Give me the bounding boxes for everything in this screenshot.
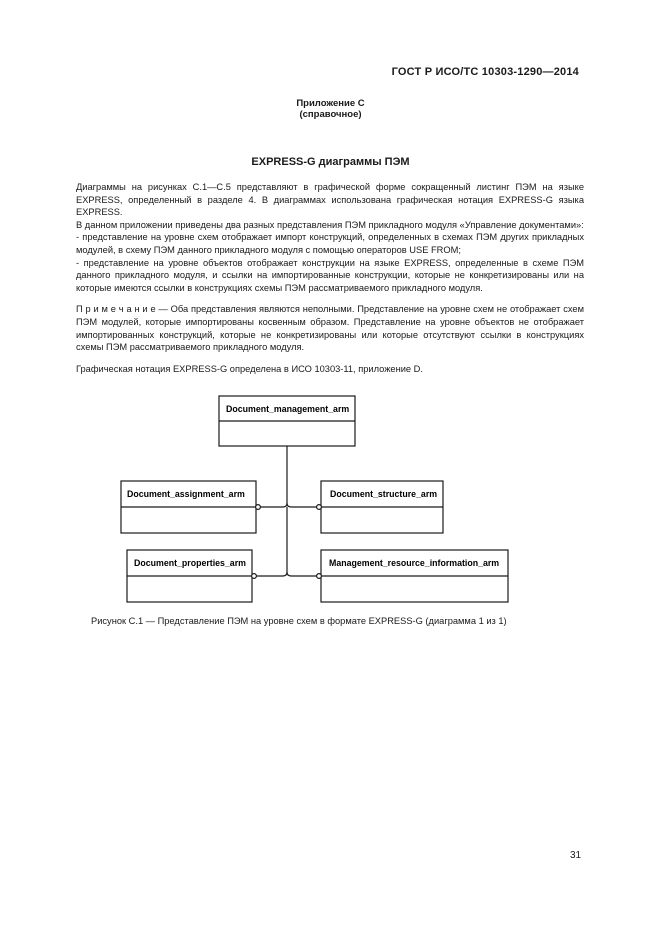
page-number: 31 bbox=[570, 850, 582, 861]
notation-paragraph-text: Графическая нотация EXPRESS-G определена в ИСО 10303-11, приложение D. bbox=[76, 363, 423, 374]
connector-end-structure bbox=[317, 505, 322, 510]
box-properties-label: Document_properties_arm bbox=[134, 558, 246, 568]
connector-end-assignment bbox=[256, 505, 261, 510]
connector-assignment bbox=[260, 446, 287, 507]
paragraph-views-text: В данном приложении приведены два разных представления ПЭМ прикладного модуля «Управление документами»: bbox=[76, 219, 584, 230]
box-resource-label: Management_resource_information_arm bbox=[329, 558, 500, 568]
paragraph-object-level-text: - представление на уровне объектов отображает конструкции на языке EXPRESS, определенные в схеме ПЭМ данного прикладного модуля, и ссылки на импортированные конструкции, которые не конкретизированы или на которые имеются ссылки в конструкциях схемы ПЭМ рассматриваемого прикладного модуля. bbox=[76, 257, 584, 293]
connector-end-properties bbox=[252, 574, 257, 579]
box-management-label: Document_management_arm bbox=[226, 404, 350, 414]
connector-structure bbox=[287, 503, 317, 507]
connector-end-resource bbox=[317, 574, 322, 579]
note-label: П р и м е ч а н и е bbox=[76, 304, 156, 315]
paragraph-schema-level-text: - представление на уровне схем отображает импорт конструкций, определенных в схемах ПЭМ других прикладных модулей, в схему ПЭМ данного прикладного модуля с помощью операторов USE FROM; bbox=[76, 232, 584, 255]
paragraph-intro-text: Диаграммы на рисунках С.1—С.5 представляют в графической форме сокращенный листинг ПЭМ на языке EXPRESS, определенный в разделе 4. В диаграммах использована графическая нотация EXPRESS-G языка EXPRESS. bbox=[76, 182, 584, 218]
section-title: EXPRESS-G диаграммы ПЭМ bbox=[251, 156, 410, 168]
figure-caption: Рисунок С.1 — Представление ПЭМ на уровне схем в формате EXPRESS-G (диаграмма 1 из 1) bbox=[91, 616, 507, 626]
box-assignment-label: Document_assignment_arm bbox=[127, 489, 245, 499]
connector-properties bbox=[256, 507, 287, 576]
connector-resource bbox=[287, 572, 317, 576]
standard-code-header: ГОСТ Р ИСО/ТС 10303-1290—2014 bbox=[391, 66, 579, 78]
box-structure-label: Document_structure_arm bbox=[330, 489, 438, 499]
annex-title: Приложение C bbox=[296, 98, 365, 109]
note-text: — Оба представления являются неполными. Представление на уровне схем не отображает схем ПЭМ модулей, которые импортированы косвенным образом. Представление на уровне объектов не отображает импортированных конструкций, которые не конкретизированы или которые отсутствуют ссылки в конструкциях схемы ПЭМ рассматриваемого прикладного модуля. bbox=[76, 304, 584, 353]
annex-subtitle: (справочное) bbox=[299, 109, 362, 120]
